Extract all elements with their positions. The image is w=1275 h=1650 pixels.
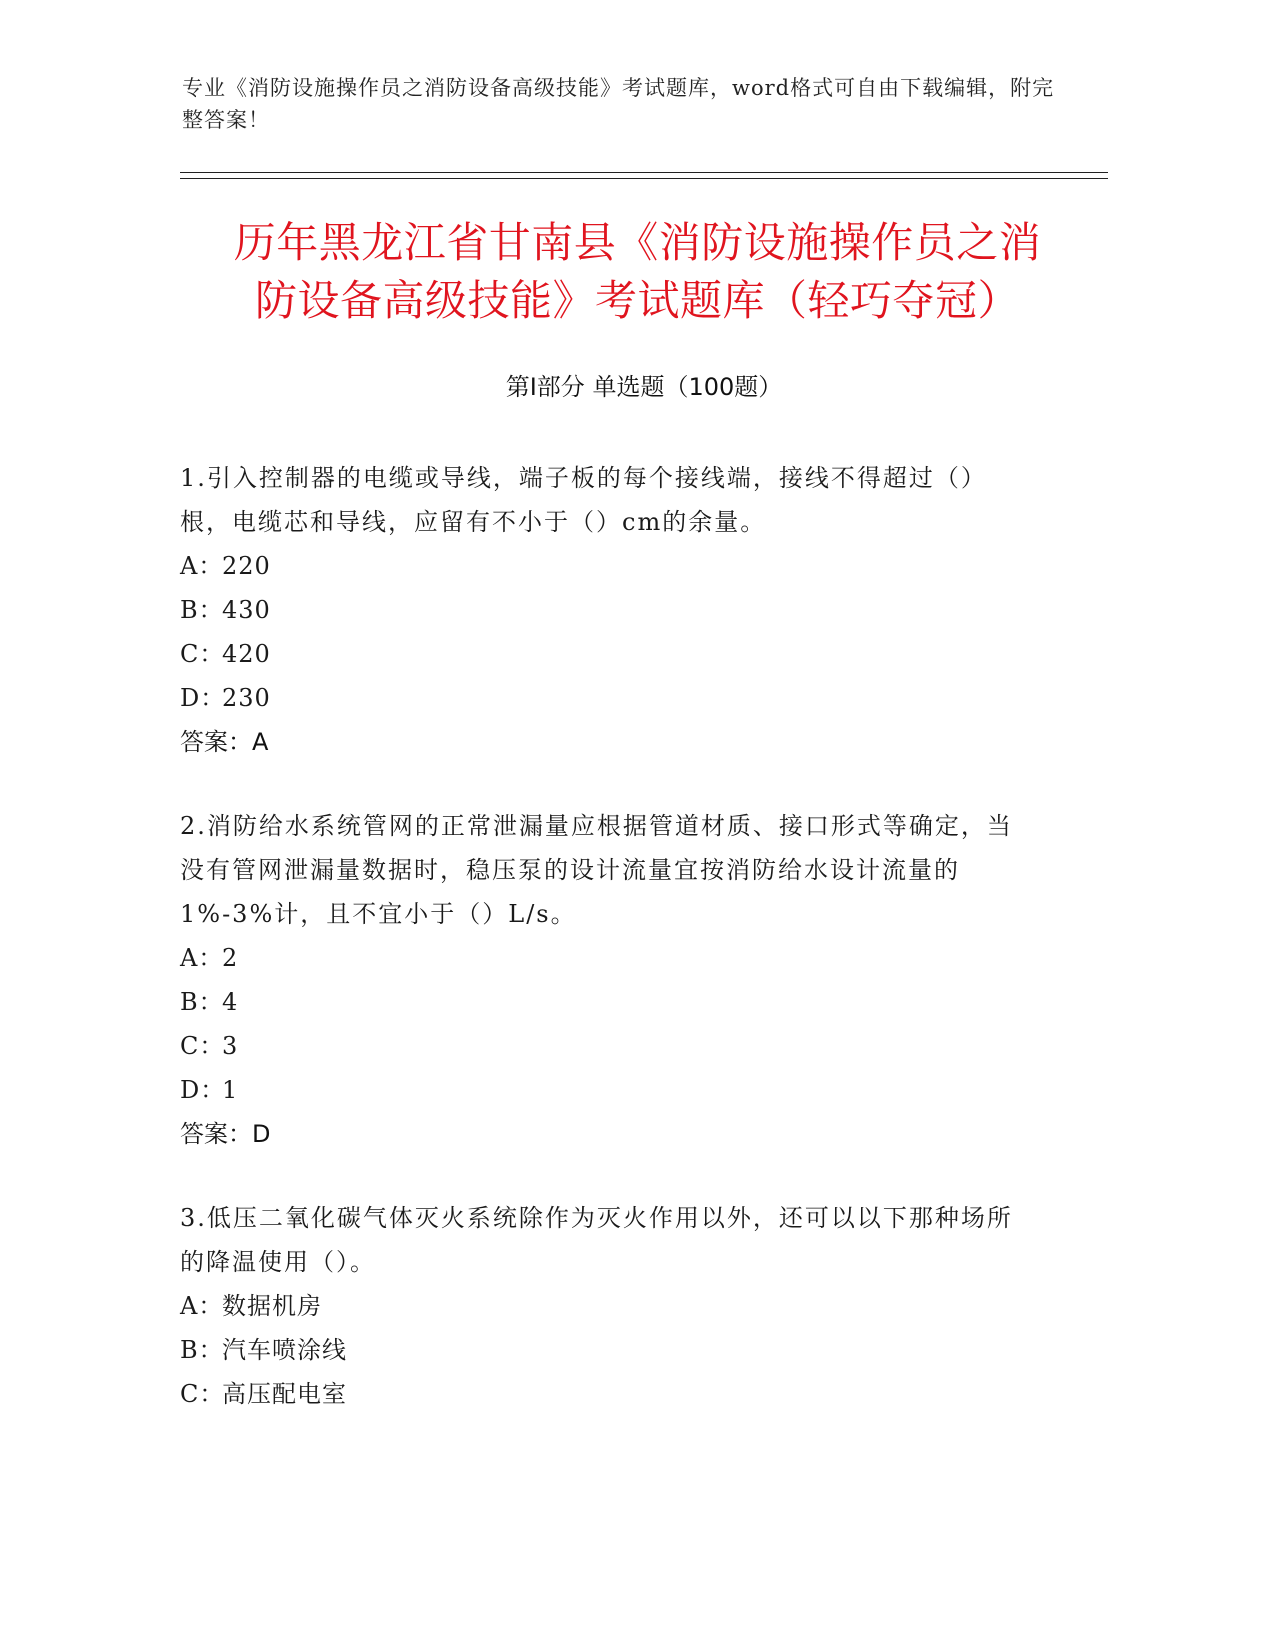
answer-line: 答案：A [180, 728, 269, 756]
option-text: 2 [222, 944, 239, 972]
option-key: C： [180, 1380, 225, 1408]
header-note: 专业《消防设施操作员之消防设备高级技能》考试题库，word格式可自由下载编辑，附完整答案！ [182, 76, 1055, 132]
option-key: A： [180, 552, 224, 580]
option-key: A： [180, 944, 224, 972]
option-key: B： [180, 1336, 224, 1364]
document-title-line-1: 历年黑龙江省甘南县《消防设施操作员之消 [233, 218, 1042, 267]
option-c [180, 1372, 1020, 1416]
option-text: 420 [222, 640, 271, 668]
option-c [180, 632, 1020, 676]
section-heading: 第Ⅰ部分 单选题（100题） [505, 373, 783, 401]
option-key: B： [180, 988, 224, 1016]
question-2 [180, 804, 1020, 1156]
option-a [180, 1284, 1020, 1328]
option-text: 汽车喷涂线 [222, 1336, 347, 1364]
question-stem: 1.引入控制器的电缆或导线，端子板的每个接线端，接线不得超过（）根，电缆芯和导线，应留有不小于（）cm的余量。 [180, 464, 987, 536]
question-1 [180, 456, 1020, 764]
answer-line: 答案：D [180, 1120, 271, 1148]
option-b [180, 1328, 1020, 1372]
option-text: 220 [222, 552, 271, 580]
option-b [180, 980, 1020, 1024]
option-c [180, 1024, 1020, 1068]
header-divider-top [180, 172, 1108, 173]
question-stem: 3.低压二氧化碳气体灭火系统除作为灭火作用以外，还可以以下那种场所的降温使用（）。 [180, 1204, 1013, 1276]
header-divider-bottom [180, 178, 1108, 179]
option-key: C： [180, 1032, 225, 1060]
option-b [180, 588, 1020, 632]
option-text: 4 [222, 988, 239, 1016]
option-a [180, 936, 1020, 980]
option-key: D： [180, 1076, 226, 1104]
question-stem: 2.消防给水系统管网的正常泄漏量应根据管道材质、接口形式等确定，当没有管网泄漏量数据时，稳压泵的设计流量宜按消防给水设计流量的1%-3%计，且不宜小于（）L/s。 [180, 812, 1013, 928]
option-text: 1 [222, 1076, 239, 1104]
document-title-line-2: 防设备高级技能》考试题库（轻巧夺冠） [254, 276, 1020, 325]
option-key: D： [180, 684, 226, 712]
option-a [180, 544, 1020, 588]
option-key: A： [180, 1292, 224, 1320]
question-3 [180, 1196, 1020, 1416]
option-d [180, 676, 1020, 720]
option-key: C： [180, 640, 225, 668]
option-text: 3 [222, 1032, 239, 1060]
option-text: 430 [222, 596, 271, 624]
option-text: 数据机房 [222, 1292, 322, 1320]
option-text: 230 [222, 684, 271, 712]
document-title [180, 214, 1095, 330]
option-key: B： [180, 596, 224, 624]
option-text: 高压配电室 [222, 1380, 347, 1408]
option-d [180, 1068, 1020, 1112]
